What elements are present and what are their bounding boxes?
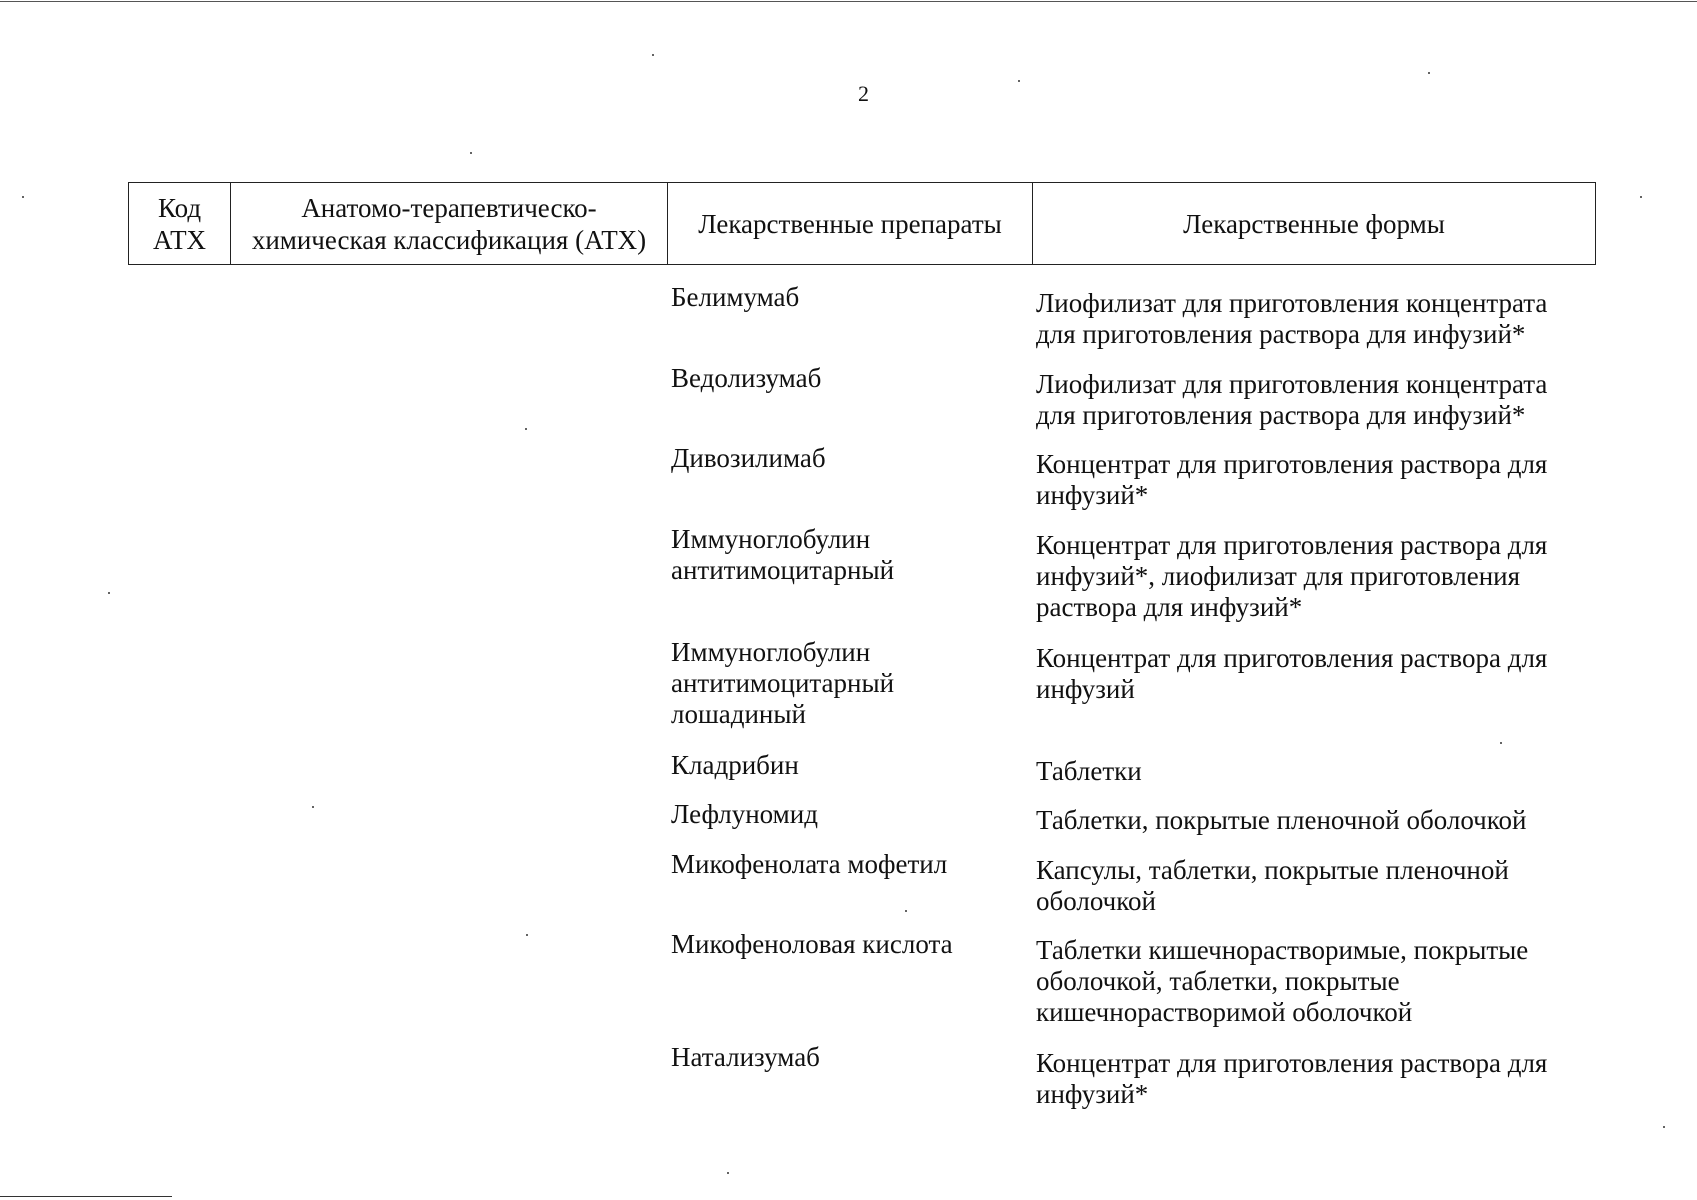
footnote-rule [0, 1196, 172, 1197]
drug-name: Микофеноловая кислота [671, 929, 953, 959]
dosage-form: Капсулы, таблетки, покрытые пленочной оболочкой [1036, 855, 1509, 916]
scan-speck [905, 910, 907, 912]
header-atc-code-label: Код АТХ [152, 192, 207, 255]
dosage-form: Концентрат для приготовления раствора для инфузий* [1036, 1048, 1548, 1109]
scan-speck [1500, 742, 1502, 744]
drug-name: Кладрибин [671, 750, 799, 780]
drug-name: Белимумаб [671, 282, 800, 312]
page-number: 2 [858, 81, 869, 106]
drug-name: Ведолизумаб [671, 363, 822, 393]
drug-name: Дивозилимаб [671, 443, 826, 473]
scan-speck [1428, 72, 1430, 74]
dosage-form: Лиофилизат для приготовления концентрата для приготовления раствора для инфузий* [1036, 369, 1548, 430]
dosage-form: Концентрат для приготовления раствора для инфузий* [1036, 449, 1548, 510]
drug-name: Иммуноглобулин антитимоцитарный [671, 524, 895, 585]
scan-speck [312, 806, 314, 808]
scan-speck [652, 54, 654, 56]
scan-speck [22, 196, 24, 198]
header-dosage-forms-label: Лекарственные формы [1183, 208, 1445, 239]
drug-name: Микофенолата мофетил [671, 849, 948, 879]
header-medicines-label: Лекарственные препараты [698, 208, 1002, 239]
dosage-form: Таблетки [1036, 756, 1142, 786]
dosage-form: Таблетки, покрытые пленочной оболочкой [1036, 805, 1527, 835]
scan-speck [470, 152, 472, 154]
scan-speck [525, 428, 527, 430]
dosage-form: Концентрат для приготовления раствора для инфузий*, лиофилизат для приготовления раствора для инфузий* [1036, 530, 1548, 622]
scan-speck [526, 934, 528, 936]
dosage-form: Таблетки кишечнорастворимые, покрытые оболочкой, таблетки, покрытые кишечнорастворимой оболочкой [1036, 935, 1529, 1027]
drug-name: Натализумаб [671, 1042, 820, 1072]
scan-speck [1018, 80, 1020, 82]
scan-speck [1663, 1126, 1665, 1128]
dosage-form: Лиофилизат для приготовления концентрата для приготовления раствора для инфузий* [1036, 288, 1548, 349]
scan-speck [1640, 196, 1642, 198]
dosage-form: Концентрат для приготовления раствора для инфузий [1036, 643, 1548, 704]
scan-speck [108, 592, 110, 594]
header-atc-classification-label: Анатомо-терапевтическо- химическая классификация (АТХ) [251, 192, 647, 255]
drug-name: Иммуноглобулин антитимоцитарный лошадиный [671, 637, 895, 729]
drug-name: Лефлуномид [671, 799, 818, 829]
scan-speck [727, 1172, 729, 1174]
